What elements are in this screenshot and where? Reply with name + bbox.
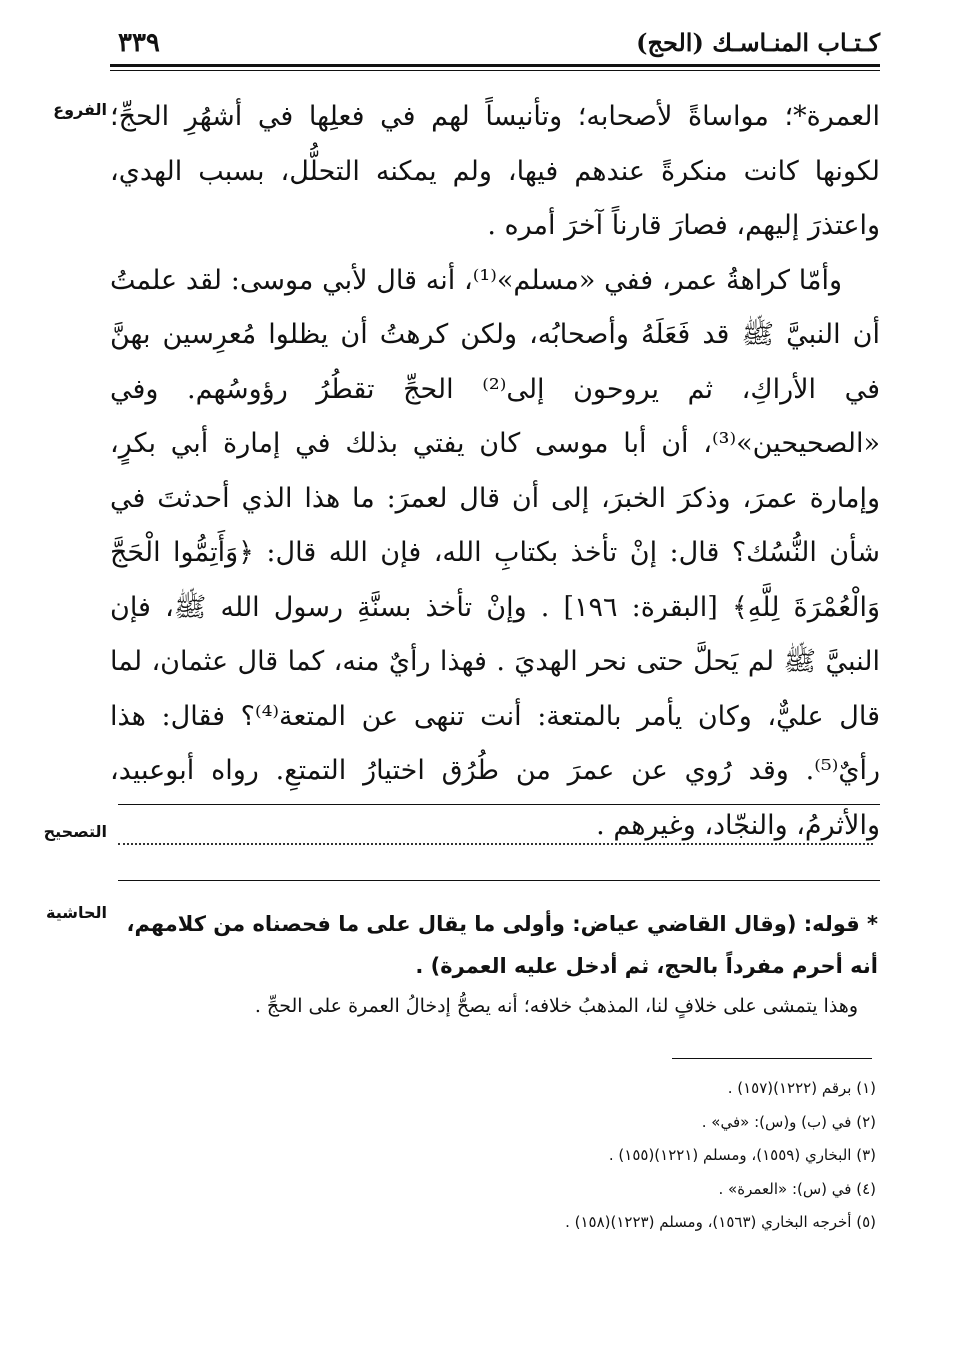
footnotes xyxy=(110,1072,876,1240)
header-rule-thin xyxy=(110,70,880,71)
main-paragraph: وأمّا كراهةُ عمر، ففي «مسلم»⁽¹⁾، أنه قال لأبي موسى: لقد علمتُ أن النبيَّ ﷺ قد فَعَلَهُ وأصحابُه، ولكن كرهتُ أن يظلوا مُعرِسين بهنَّ في الأراكِ، ثم يروحون إلى⁽²⁾ الحجِّ تقطُرُ رؤوسُهم. وفي «الصحيحين»⁽³⁾، أن أبا موسى كان يفتي بذلك في إمارة أبي بكرٍ، وإمارة عمرَ، وذكرَ الخبرَ، إلى أن قال لعمرَ: ما هذا الذي أحدثتَ في شأن النُّسُك؟ قال: إنْ تأخذ بكتابِ الله، فإن الله قال: ﴿وَأَتِمُّوا الْحَجَّ وَالْعُمْرَةَ لِلَّهِ﴾ [البقرة: ١٩٦] . وإنْ تأخذ بسنَّةِ رسول الله ﷺ، فإن النبيَّ ﷺ لم يَحلَّ حتى نحر الهديَ . فهذا رأيٌ منه، كما قال عثمان، لما قال عليٌّ، وكان يأمر بالمتعة: أنت تنهى عن المتعة⁽⁴⁾؟ فقال: هذا رأيٌ⁽⁵⁾. وقد رُوي عن عمرَ من طُرُق اختيارُ التمتعِ. رواه أبوعبيد، والأثرمُ، والنجّاد، وغيرهم . xyxy=(110,264,881,841)
footnote-item: (١) برقم (١٢٢٢)(١٥٧) . xyxy=(727,1079,876,1097)
hashia-comment: وهذا يتمشى على خلافٍ لنا، المذهبُ خلافه؛ أنه يصحُّ إدخالُ العمرة على الحجِّ . xyxy=(254,995,858,1017)
margin-label-furu: الفروع xyxy=(53,100,107,119)
footnote-item: (٣) البخاري (١٥٥٩)، ومسلم (١٢٢١)(١٥٥) . xyxy=(608,1146,876,1164)
margin-label-hashia: الحاشية xyxy=(46,903,107,922)
footnote-item: (٢) في (ب) و(س): «في» . xyxy=(701,1112,876,1131)
page-number: ٣٣٩ xyxy=(118,28,160,58)
running-title: كـتـاب المنـاسـك (الحج) xyxy=(636,28,880,57)
main-paragraph: العمرة*؛ مواساةً لأصحابه؛ وتأنيساً لهم في فعلِها في أشهُرِ الحجِّ؛ لكونها كانت منكرةً عندهم فيها، ولم يمكنه التحلُّل، بسبب الهدي، واعتذرَ إليهم، فصارَ قارناً آخرَ أمره . xyxy=(110,101,880,241)
footnote-rule xyxy=(672,1058,872,1059)
main-text xyxy=(110,90,880,853)
footnote-item: (٥) أخرجه البخاري (١٥٦٣)، ومسلم (١٢٢٣)(١٥٨) . xyxy=(565,1213,876,1231)
tashih-top-rule xyxy=(118,804,880,805)
page-header xyxy=(110,28,880,68)
tashih-bottom-rule xyxy=(118,880,880,881)
hashia-quote: * قوله: (وقال القاضي عياض: وأولى ما يقال على ما فحصناه من كلامهم، أنه أحرم مفرداً بالحج، ثم أدخل عليه العمرة) . xyxy=(126,912,878,978)
header-rule xyxy=(110,64,880,67)
tashih-dotted-line xyxy=(118,843,873,845)
hashia-section xyxy=(110,903,878,1025)
footnote-item: (٤) في (س): «العمرة» . xyxy=(718,1179,876,1198)
margin-label-tashih: التصحيح xyxy=(43,822,107,841)
